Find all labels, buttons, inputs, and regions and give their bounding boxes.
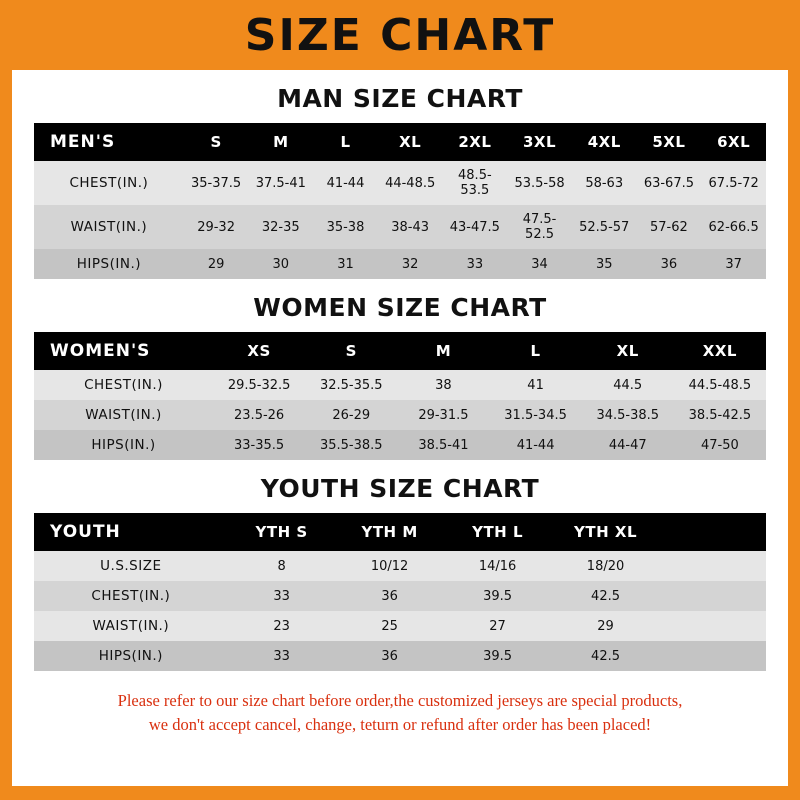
cell: 31.5-34.5 <box>490 400 582 430</box>
row-label: CHEST(IN.) <box>34 161 184 205</box>
footer-line-2: we don't accept cancel, change, teturn or refund after order has been placed! <box>148 714 652 734</box>
col-head-2: M <box>397 332 489 370</box>
section-title-women: WOMEN SIZE CHART <box>253 293 547 322</box>
cell: 8 <box>228 551 336 581</box>
col-head-rowlabel: WOMEN'S <box>34 332 213 370</box>
cell: 33 <box>443 249 508 279</box>
cell: 29 <box>184 249 249 279</box>
row-label: HIPS(IN.) <box>34 430 213 460</box>
size-table-man <box>34 123 766 279</box>
cell-spacer <box>660 581 766 611</box>
cell: 63-67.5 <box>637 161 702 205</box>
col-head-2: L <box>313 123 378 161</box>
cell-spacer <box>660 611 766 641</box>
row-label: WAIST(IN.) <box>34 205 184 249</box>
table-header-row <box>34 513 766 551</box>
page-title: SIZE CHART <box>244 9 556 61</box>
row-label: CHEST(IN.) <box>34 581 228 611</box>
cell: 29-31.5 <box>397 400 489 430</box>
cell: 36 <box>336 581 444 611</box>
table-row <box>34 641 766 671</box>
cell: 38-43 <box>378 205 443 249</box>
cell: 31 <box>313 249 378 279</box>
col-head-2: YTH L <box>444 513 552 551</box>
cell: 44-47 <box>582 430 674 460</box>
cell: 30 <box>248 249 313 279</box>
col-head-1: S <box>305 332 397 370</box>
size-table-women <box>34 332 766 460</box>
col-head-3: XL <box>378 123 443 161</box>
cell: 18/20 <box>552 551 660 581</box>
cell-spacer <box>660 551 766 581</box>
col-head-0: YTH S <box>228 513 336 551</box>
cell: 42.5 <box>552 641 660 671</box>
table-row <box>34 581 766 611</box>
table-row <box>34 161 766 205</box>
cell: 44-48.5 <box>378 161 443 205</box>
cell: 38 <box>397 370 489 400</box>
col-head-3: L <box>490 332 582 370</box>
cell: 37.5-41 <box>248 161 313 205</box>
cell: 62-66.5 <box>701 205 766 249</box>
cell: 36 <box>637 249 702 279</box>
cell: 41-44 <box>490 430 582 460</box>
section-title-man: MAN SIZE CHART <box>277 84 523 113</box>
row-label: HIPS(IN.) <box>34 249 184 279</box>
cell: 34 <box>507 249 572 279</box>
table-row <box>34 205 766 249</box>
cell: 23 <box>228 611 336 641</box>
cell: 39.5 <box>444 581 552 611</box>
row-label: WAIST(IN.) <box>34 400 213 430</box>
table-head-youth <box>34 513 766 551</box>
cell: 34.5-38.5 <box>582 400 674 430</box>
col-head-7: 5XL <box>637 123 702 161</box>
col-head-1: M <box>248 123 313 161</box>
col-head-5: XXL <box>674 332 766 370</box>
bottom-banner <box>0 786 800 800</box>
cell: 33 <box>228 641 336 671</box>
cell: 44.5-48.5 <box>674 370 766 400</box>
cell-spacer <box>660 641 766 671</box>
table-row <box>34 400 766 430</box>
col-head-0: XS <box>213 332 305 370</box>
cell: 41-44 <box>313 161 378 205</box>
row-label: HIPS(IN.) <box>34 641 228 671</box>
cell: 35.5-38.5 <box>305 430 397 460</box>
cell: 10/12 <box>336 551 444 581</box>
table-row <box>34 430 766 460</box>
cell: 33-35.5 <box>213 430 305 460</box>
size-table-youth <box>34 513 766 671</box>
table-row <box>34 611 766 641</box>
table-row <box>34 370 766 400</box>
table-header-row <box>34 332 766 370</box>
cell: 36 <box>336 641 444 671</box>
col-head-8: 6XL <box>701 123 766 161</box>
cell: 32 <box>378 249 443 279</box>
cell: 32-35 <box>248 205 313 249</box>
table-head-man <box>34 123 766 161</box>
table-body-women <box>34 370 766 460</box>
cell: 67.5-72 <box>701 161 766 205</box>
cell: 38.5-41 <box>397 430 489 460</box>
cell: 47-50 <box>674 430 766 460</box>
cell: 52.5-57 <box>572 205 637 249</box>
row-label: U.S.SIZE <box>34 551 228 581</box>
col-head-4: XL <box>582 332 674 370</box>
cell: 26-29 <box>305 400 397 430</box>
col-head-5: 3XL <box>507 123 572 161</box>
cell: 48.5-53.5 <box>443 161 508 205</box>
cell: 23.5-26 <box>213 400 305 430</box>
cell: 35-37.5 <box>184 161 249 205</box>
col-head-spacer <box>660 513 766 551</box>
col-head-3: YTH XL <box>552 513 660 551</box>
cell: 39.5 <box>444 641 552 671</box>
cell: 53.5-58 <box>507 161 572 205</box>
cell: 58-63 <box>572 161 637 205</box>
col-head-1: YTH M <box>336 513 444 551</box>
cell: 29 <box>552 611 660 641</box>
col-head-0: S <box>184 123 249 161</box>
header-banner <box>0 0 800 70</box>
row-label: CHEST(IN.) <box>34 370 213 400</box>
col-head-rowlabel: MEN'S <box>34 123 184 161</box>
cell: 14/16 <box>444 551 552 581</box>
cell: 35-38 <box>313 205 378 249</box>
col-head-rowlabel: YOUTH <box>34 513 228 551</box>
cell: 47.5-52.5 <box>507 205 572 249</box>
table-body-youth <box>34 551 766 671</box>
cell: 27 <box>444 611 552 641</box>
table-row <box>34 249 766 279</box>
cell: 29-32 <box>184 205 249 249</box>
col-head-4: 2XL <box>443 123 508 161</box>
table-header-row <box>34 123 766 161</box>
col-head-6: 4XL <box>572 123 637 161</box>
cell: 37 <box>701 249 766 279</box>
cell: 42.5 <box>552 581 660 611</box>
cell: 35 <box>572 249 637 279</box>
chart-content <box>12 84 788 737</box>
footer-line-1: Please refer to our size chart before order,the customized jerseys are special products, <box>117 691 683 710</box>
table-body-man <box>34 161 766 279</box>
cell: 44.5 <box>582 370 674 400</box>
table-head-women <box>34 332 766 370</box>
cell: 38.5-42.5 <box>674 400 766 430</box>
footer-note <box>34 689 766 737</box>
section-title-youth: YOUTH SIZE CHART <box>260 474 540 503</box>
cell: 29.5-32.5 <box>213 370 305 400</box>
cell: 25 <box>336 611 444 641</box>
table-row <box>34 551 766 581</box>
cell: 33 <box>228 581 336 611</box>
row-label: WAIST(IN.) <box>34 611 228 641</box>
cell: 32.5-35.5 <box>305 370 397 400</box>
cell: 57-62 <box>637 205 702 249</box>
cell: 43-47.5 <box>443 205 508 249</box>
cell: 41 <box>490 370 582 400</box>
